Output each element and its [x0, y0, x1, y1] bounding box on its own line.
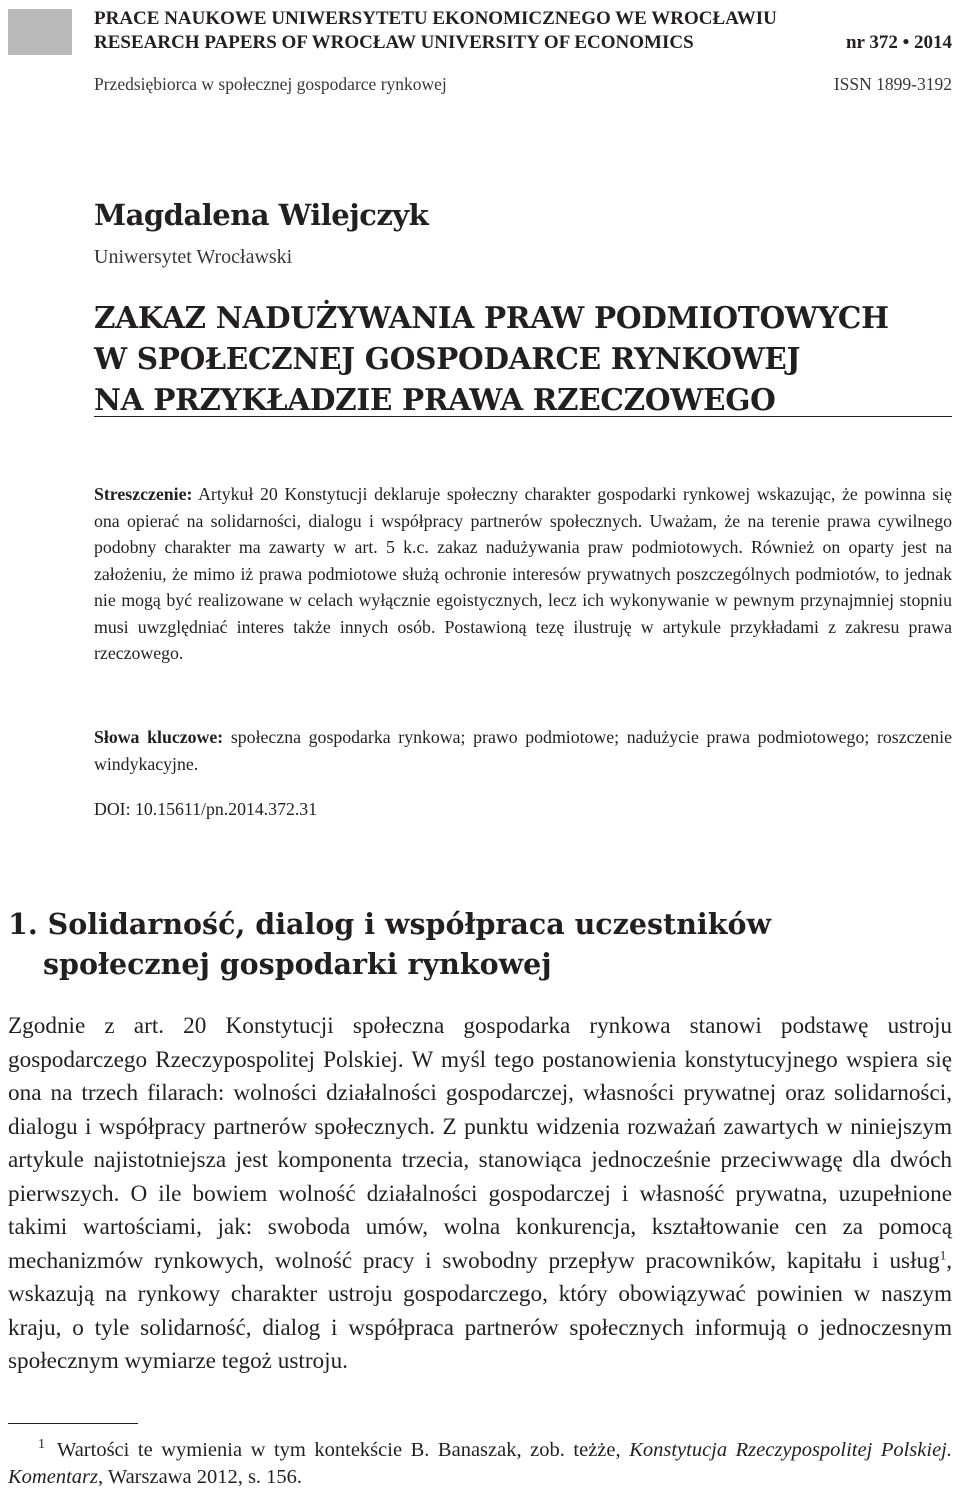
title-line-2: W SPOŁECZNEJ GOSPODARCE RYNKOWEJ: [94, 341, 801, 376]
abstract-label: Streszczenie:: [94, 484, 193, 504]
title-divider: [94, 416, 952, 417]
section-heading-line-2: społecznej gospodarki rynkowej: [43, 947, 552, 981]
issn: ISSN 1899-3192: [833, 74, 952, 94]
footnote: $^1$ Wartości te wymienia w tym kontekście B. Banaszak, zob. teżże, Konstytucja Rzeczypospolitej Polskiej. Komentarz, Warszawa 2012, s. 156.: [8, 1437, 952, 1488]
doi: DOI: 10.15611/pn.2014.372.31: [94, 799, 318, 819]
body-text-2: , wskazują na rynkowy charakter ustroju gospodarczego, który obowiązywać powinien w naszym kraju, o tyle solidarność, dialog i współpraca partnerów społecznych informują o jednoczesnym społecznym wymiarze tegoż ustroju.: [8, 1247, 952, 1374]
keywords: [94, 724, 952, 778]
author-name: Magdalena Wilejczyk: [94, 198, 429, 232]
title-line-1: ZAKAZ NADUŻYWANIA PRAW PODMIOTOWYCH: [94, 300, 889, 335]
title-line-3: NA PRZYKŁADZIE PRAWA RZECZOWEGO: [94, 382, 776, 417]
footnote-ref[interactable]: 1: [939, 1246, 947, 1262]
header-logo-block: [8, 9, 72, 55]
journal-title-en-row: [94, 31, 952, 55]
footnote-divider: [8, 1423, 138, 1424]
body-text-1: Zgodnie z art. 20 Konstytucji społeczna gospodarka rynkowa stanowi podstawę ustroju gospodarczego Rzeczypospolitej Polskiej. W myśl tego postanowienia konstytucyjnego wspiera się ona na trzech filarach: wolności działalności gospodarczej, własności prywatnej oraz solidarności, dialogu i współpracy partnerów społecznych. Z punktu widzenia rozważań zawartych w niniejszym artykule najistotniejsza jest komponenta trzecia, stanowiąca jednocześnie przeciwwagę dla dwóch pierwszych. O ile bowiem wolność działalności gospodarczej i własność prywatna, uzupełnione takimi wartościami, jak: swoboda umów, wolna konkurencja, kształtowanie cen za pomocą mechanizmów rynkowych, wolność pracy i swobodny przepływ pracowników, kapitału i usług: [8, 1013, 952, 1274]
volume-title: Przedsiębiorca w społecznej gospodarce rynkowej: [94, 74, 447, 94]
footnote-number: 1: [38, 1437, 45, 1453]
journal-title-en: RESEARCH PAPERS OF WROCŁAW UNIVERSITY OF ECONOMICS: [94, 32, 694, 53]
footnote-text: Wartości te wymienia w tym kontekście B. Banaszak, zob. też: [57, 1439, 598, 1461]
journal-title-pl: PRACE NAUKOWE UNIWERSYTETU EKONOMICZNEGO WE WROCŁAWIU: [94, 8, 777, 29]
keywords-label: Słowa kluczowe:: [94, 727, 224, 747]
section-heading: [8, 904, 771, 984]
abstract: [94, 481, 952, 667]
section-heading-line-1: 1. Solidarność, dialog i współpraca uczestników: [8, 907, 772, 941]
footnote-text-after: , Warszawa 2012, s. 156.: [97, 1466, 303, 1488]
keywords-text: społeczna gospodarka rynkowa; prawo podmiotowe; nadużycie prawa podmiotowego; roszczenie windykacyjne.: [94, 727, 952, 774]
volume-row: [94, 72, 952, 96]
section-body: [8, 1010, 952, 1379]
abstract-text: Artykuł 20 Konstytucji deklaruje społeczny charakter gospodarki rynkowej wskazując, że powinna się ona opierać na solidarności, dialogu i współpracy partnerów społecznych. Uważam, że na terenie prawa cywilnego podobny charakter ma zawarty w art. 5 k.c. zakaz nadużywania praw podmiotowych. Również on oparty jest na założeniu, że mimo iż prawa podmiotowe służą ochronie interesów prywatnych poszczególnych podmiotów, to jednak nie mogą być realizowane w celach wyłącznie egoistycznych, lecz ich wykonywanie w pewnym przynajmniej stopniu musi uwzględniać interes także innych osób. Postawioną tezę ilustruję w artykule przykładami z zakresu prawa rzeczowego.: [94, 484, 953, 663]
footnote-cited-title: Konstytucja Rzeczypospolitej Polskiej. Komentarz: [8, 1439, 952, 1488]
issue-number: nr 372 • 2014: [845, 32, 952, 53]
author-affiliation: Uniwersytet Wrocławski: [94, 246, 293, 268]
article-title: [94, 297, 889, 420]
